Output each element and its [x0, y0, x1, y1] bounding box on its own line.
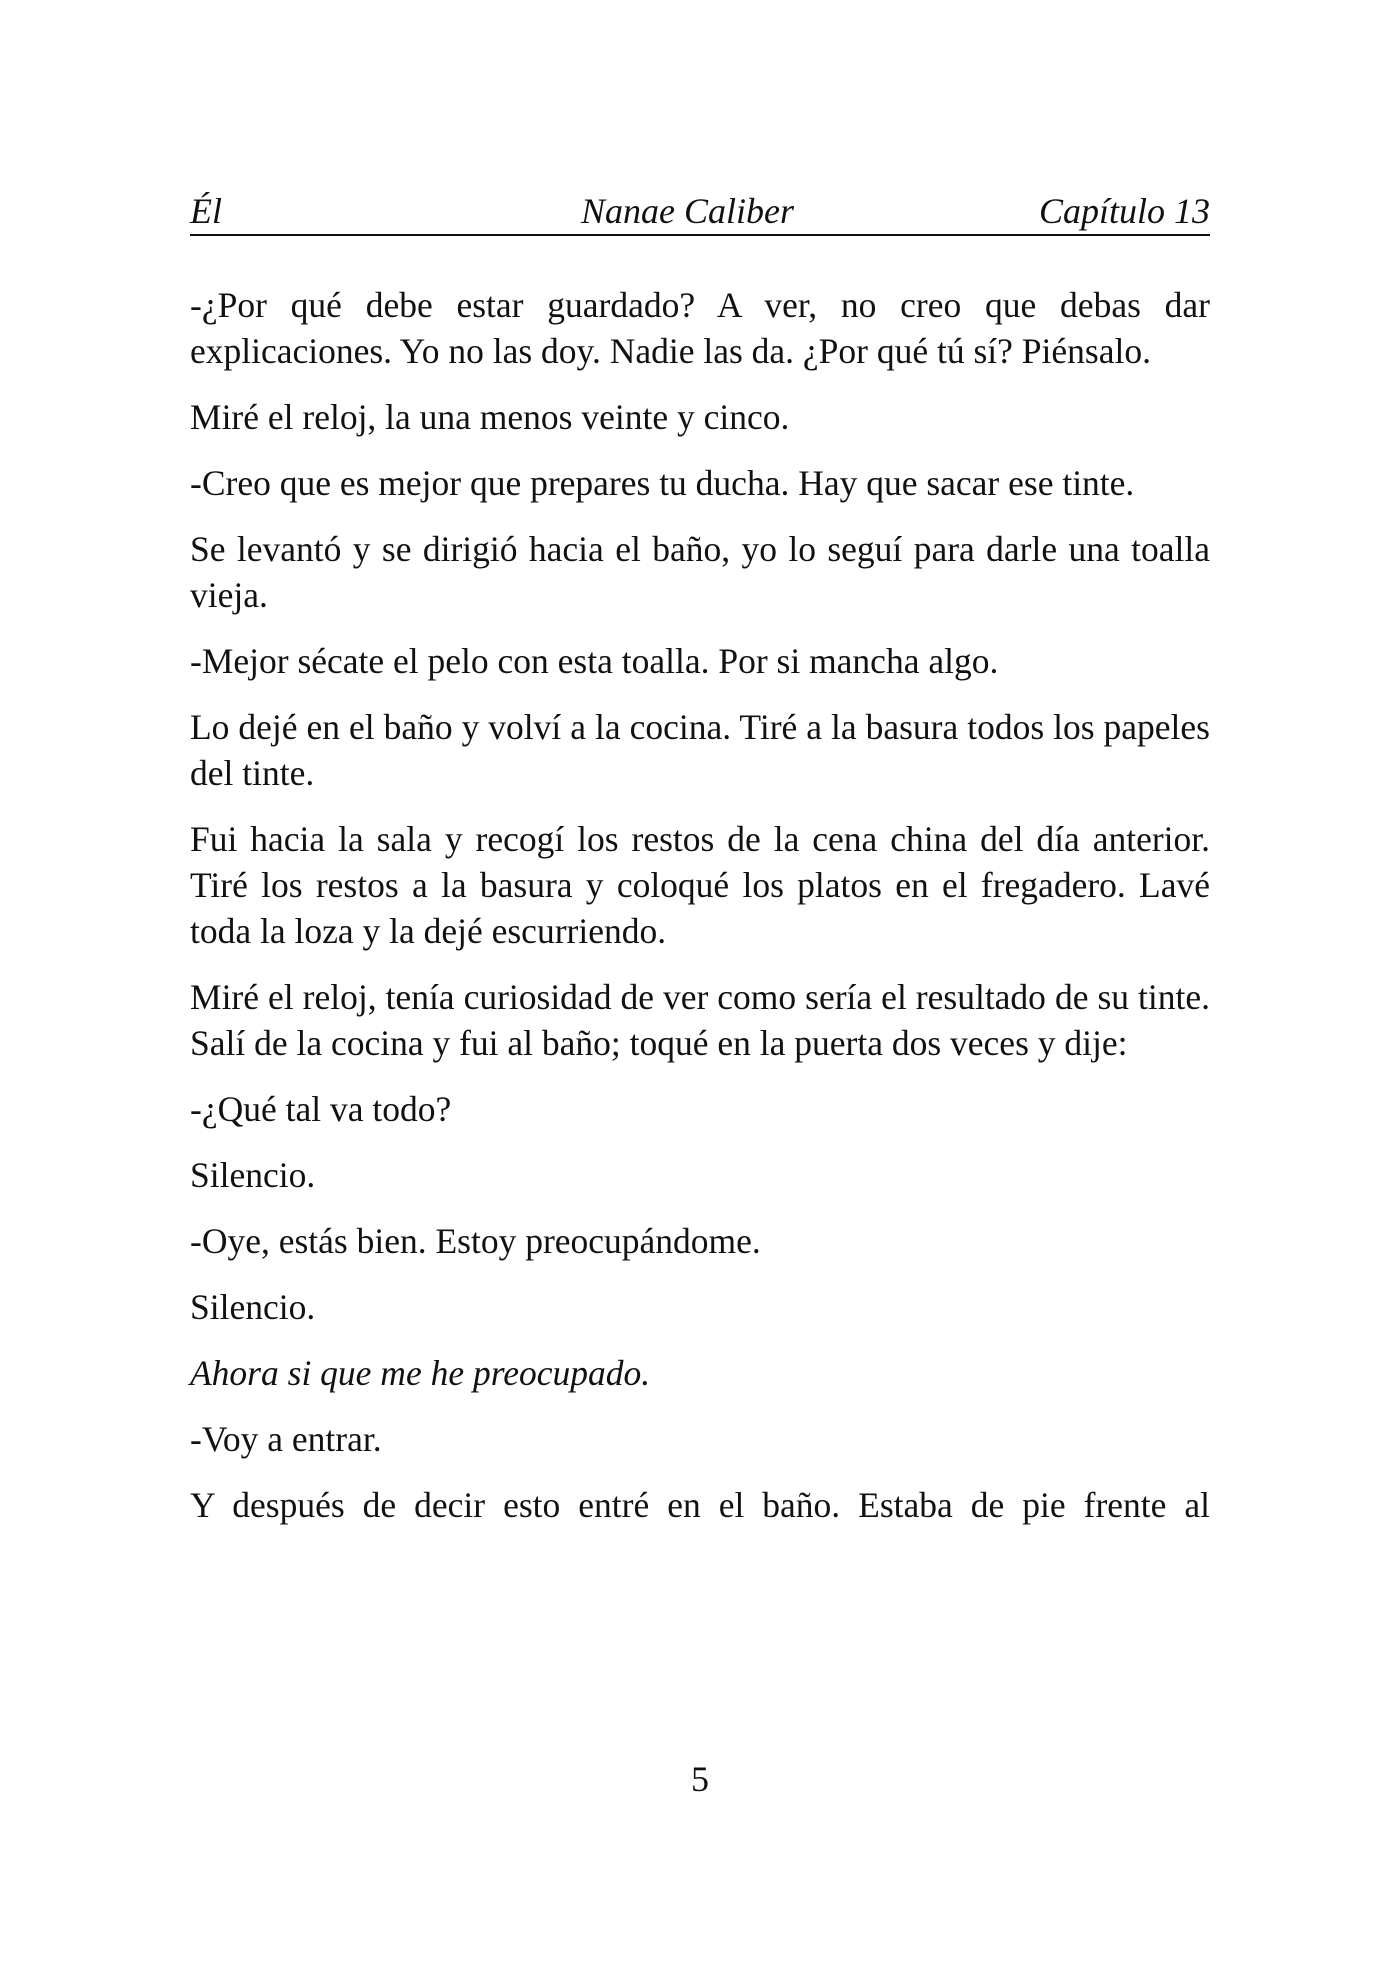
paragraph: Se levantó y se dirigió hacia el baño, yo lo seguí para darle una toalla vieja.	[190, 529, 1210, 615]
paragraph: -¿Qué tal va todo?	[190, 1089, 452, 1129]
paragraph: Silencio.	[190, 1287, 316, 1327]
paragraph: Fui hacia la sala y recogí los restos de la cena china del día anterior. Tiré los restos a la basura y coloqué los platos en el fregadero. Lavé toda la loza y la dejé escurriendo.	[190, 819, 1210, 951]
running-header	[190, 188, 1210, 236]
paragraph: -¿Por qué debe estar guardado? A ver, no creo que debas dar explicaciones. Yo no las doy. Nadie las da. ¿Por qué tú sí? Piénsalo.	[190, 285, 1210, 371]
paragraph: -Voy a entrar.	[190, 1419, 382, 1459]
header-title: Él	[190, 191, 222, 231]
header-chapter: Capítulo 13	[1038, 191, 1210, 231]
paragraph: -Mejor sécate el pelo con esta toalla. Por si mancha algo.	[190, 641, 999, 681]
paragraph: Miré el reloj, tenía curiosidad de ver como sería el resultado de su tinte. Salí de la cocina y fui al baño; toqué en la puerta dos veces y dije:	[190, 977, 1210, 1063]
paragraph-italic-thought: Ahora si que me he preocupado.	[190, 1353, 651, 1393]
paragraph-continued: Y después de decir esto entré en el baño. Estaba de pie frente al	[190, 1485, 1210, 1525]
paragraph: -Oye, estás bien. Estoy preocupándome.	[190, 1221, 761, 1261]
page-number: 5	[691, 1759, 709, 1799]
header-author: Nanae Caliber	[581, 191, 794, 231]
paragraph: Miré el reloj, la una menos veinte y cinco.	[190, 397, 790, 437]
paragraph: Silencio.	[190, 1155, 316, 1195]
paragraph: Lo dejé en el baño y volví a la cocina. Tiré a la basura todos los papeles del tinte.	[190, 707, 1210, 793]
body-text	[190, 282, 1210, 1528]
paragraph: -Creo que es mejor que prepares tu ducha. Hay que sacar ese tinte.	[190, 463, 1135, 503]
